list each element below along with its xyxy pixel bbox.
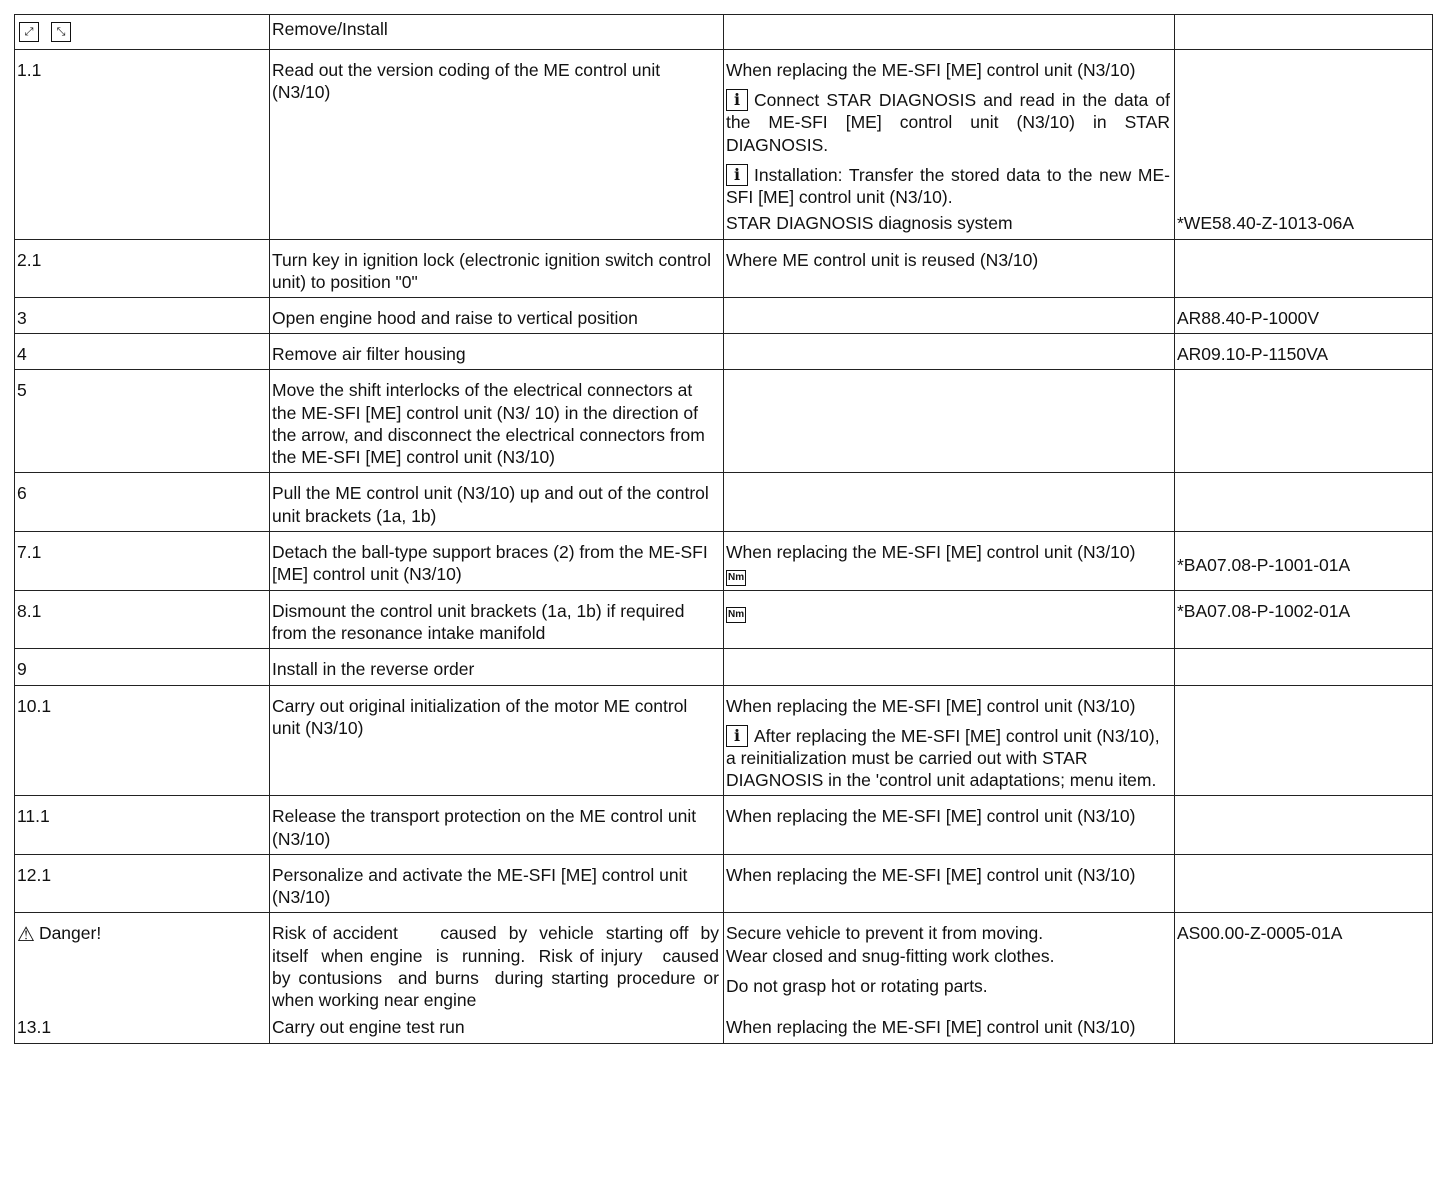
condition-text: When replacing the ME-SFI [ME] control unit (N3/10) (724, 796, 1175, 854)
torque-nm-icon: Nm (726, 607, 746, 623)
reference-link[interactable] (1175, 796, 1433, 854)
table-row (15, 50, 1433, 240)
step-action: Turn key in ignition lock (electronic ignition switch control unit) to position "0" (270, 239, 724, 297)
torque-nm-icon: Nm (726, 570, 746, 586)
tool-text: STAR DIAGNOSIS diagnosis system (726, 213, 1013, 234)
condition-text (724, 334, 1175, 370)
condition-text: When replacing the ME-SFI [ME] control unit (N3/10) (726, 60, 1136, 80)
info-icon: i (726, 725, 748, 747)
step-notes (724, 531, 1175, 590)
table-row (15, 370, 1433, 473)
table-row (15, 297, 1433, 333)
reference-link[interactable]: *WE58.40-Z-1013-06A (1175, 50, 1433, 240)
info-note: i Connect STAR DIAGNOSIS and read in the data of the ME-SFI [ME] control unit (N3/10) in STAR DIAGNOSIS. (726, 90, 1170, 155)
step-number: 3 (15, 297, 270, 333)
table-row (15, 334, 1433, 370)
condition-text (724, 297, 1175, 333)
reference-link[interactable] (1175, 370, 1433, 473)
table-row (15, 685, 1433, 796)
condition-text: When replacing the ME-SFI [ME] control unit (N3/10) (724, 854, 1175, 912)
reference-link[interactable]: AS00.00-Z-0005-01A (1175, 913, 1433, 1043)
info-icon: i (726, 89, 748, 111)
reference-link[interactable] (1175, 649, 1433, 685)
table-row (15, 649, 1433, 685)
reference-link[interactable]: *BA07.08-P-1001-01A (1175, 531, 1433, 590)
step-action: Carry out engine test run (272, 1017, 465, 1038)
table-row (15, 473, 1433, 531)
condition-text (724, 370, 1175, 473)
condition-text (724, 649, 1175, 685)
step-number: 9 (15, 649, 270, 685)
measure-text: Wear closed and snug-fitting work clothes. (726, 945, 1055, 966)
info-note: i After replacing the ME-SFI [ME] control unit (N3/10), a reinitialization must be carried out with STAR DIAGNOSIS in the 'control unit adaptations; menu item. (726, 725, 1160, 791)
reference-link[interactable] (1175, 685, 1433, 796)
step-notes (724, 685, 1175, 796)
warning-icon: ⚠ (17, 924, 35, 947)
step-action: Personalize and activate the ME-SFI [ME] control unit (N3/10) (270, 854, 724, 912)
step-number: 8.1 (15, 590, 270, 648)
table-row (15, 590, 1433, 648)
step-number: 6 (15, 473, 270, 531)
step-action: Dismount the control unit brackets (1a, 1b) if required from the resonance intake manifold (270, 590, 724, 648)
step-number: 11.1 (15, 796, 270, 854)
step-number: 7.1 (15, 531, 270, 590)
condition-text: Where ME control unit is reused (N3/10) (724, 239, 1175, 297)
condition-text: When replacing the ME-SFI [ME] control unit (N3/10) (726, 695, 1136, 716)
info-icon: i (726, 164, 748, 186)
table-row (15, 796, 1433, 854)
step-number: 4 (15, 334, 270, 370)
step-action: Open engine hood and raise to vertical position (270, 297, 724, 333)
step-action: Read out the version coding of the ME control unit (N3/10) (270, 50, 724, 240)
danger-action-cell (270, 913, 729, 1043)
step-action: Release the transport protection on the ME control unit (N3/10) (270, 796, 724, 854)
step-action: Install in the reverse order (270, 649, 724, 685)
danger-step-cell (15, 913, 270, 1043)
reference-link[interactable] (1175, 854, 1433, 912)
header-title: Remove/Install (270, 15, 724, 50)
reference-link[interactable]: *BA07.08-P-1002-01A (1175, 590, 1433, 648)
procedure-table (14, 14, 1433, 1044)
header-icons (15, 15, 270, 50)
danger-risk-text: Risk of accident caused by vehicle starting off by itself when engine is running. Risk of injury caused by contusions and burns during starting procedure or when working near engine (272, 923, 729, 1010)
info-note: i Installation: Transfer the stored data to the new ME-SFI [ME] control unit (N3/10). (726, 164, 1170, 208)
step-notes (724, 590, 1175, 648)
reference-link[interactable]: AR88.40-P-1000V (1175, 297, 1433, 333)
step-notes (724, 50, 1175, 240)
danger-row (15, 913, 1433, 1043)
table-header-row (15, 15, 1433, 50)
condition-text: When replacing the ME-SFI [ME] control unit (N3/10) (726, 541, 1136, 562)
step-number: 13.1 (17, 1017, 52, 1038)
danger-measures (726, 922, 1170, 1016)
reference-link[interactable] (1175, 239, 1433, 297)
reference-link[interactable]: AR09.10-P-1150VA (1175, 334, 1433, 370)
measure-text: Secure vehicle to prevent it from moving. (726, 923, 1044, 944)
step-action: Move the shift interlocks of the electrical connectors at the ME-SFI [ME] control unit (N3/ 10) in the direction of the arrow, and disconnect the electrical connectors from the ME-SFI [ME] control unit (N3/10) (270, 370, 724, 473)
measure-text: Do not grasp hot or rotating parts. (726, 975, 988, 996)
condition-text (724, 473, 1175, 531)
danger-notes-cell (724, 913, 1175, 1043)
step-action: Detach the ball-type support braces (2) from the ME-SFI [ME] control unit (N3/10) (270, 531, 724, 590)
step-number: 12.1 (15, 854, 270, 912)
step-number: 1.1 (15, 50, 270, 240)
step-number: 2.1 (15, 239, 270, 297)
step-action: Pull the ME control unit (N3/10) up and out of the control unit brackets (1a, 1b) (270, 473, 724, 531)
expand-icon[interactable]: ⤢ (19, 22, 39, 42)
table-row (15, 531, 1433, 590)
collapse-icon[interactable]: ⤡ (51, 22, 71, 42)
condition-text: When replacing the ME-SFI [ME] control unit (N3/10) (726, 1017, 1136, 1038)
reference-link[interactable] (1175, 473, 1433, 531)
table-row (15, 239, 1433, 297)
table-row (15, 854, 1433, 912)
danger-label: ⚠ Danger! (17, 922, 265, 1016)
step-number: 5 (15, 370, 270, 473)
step-action: Carry out original initialization of the motor ME control unit (N3/10) (270, 685, 724, 796)
step-number: 10.1 (15, 685, 270, 796)
step-action: Remove air filter housing (270, 334, 724, 370)
